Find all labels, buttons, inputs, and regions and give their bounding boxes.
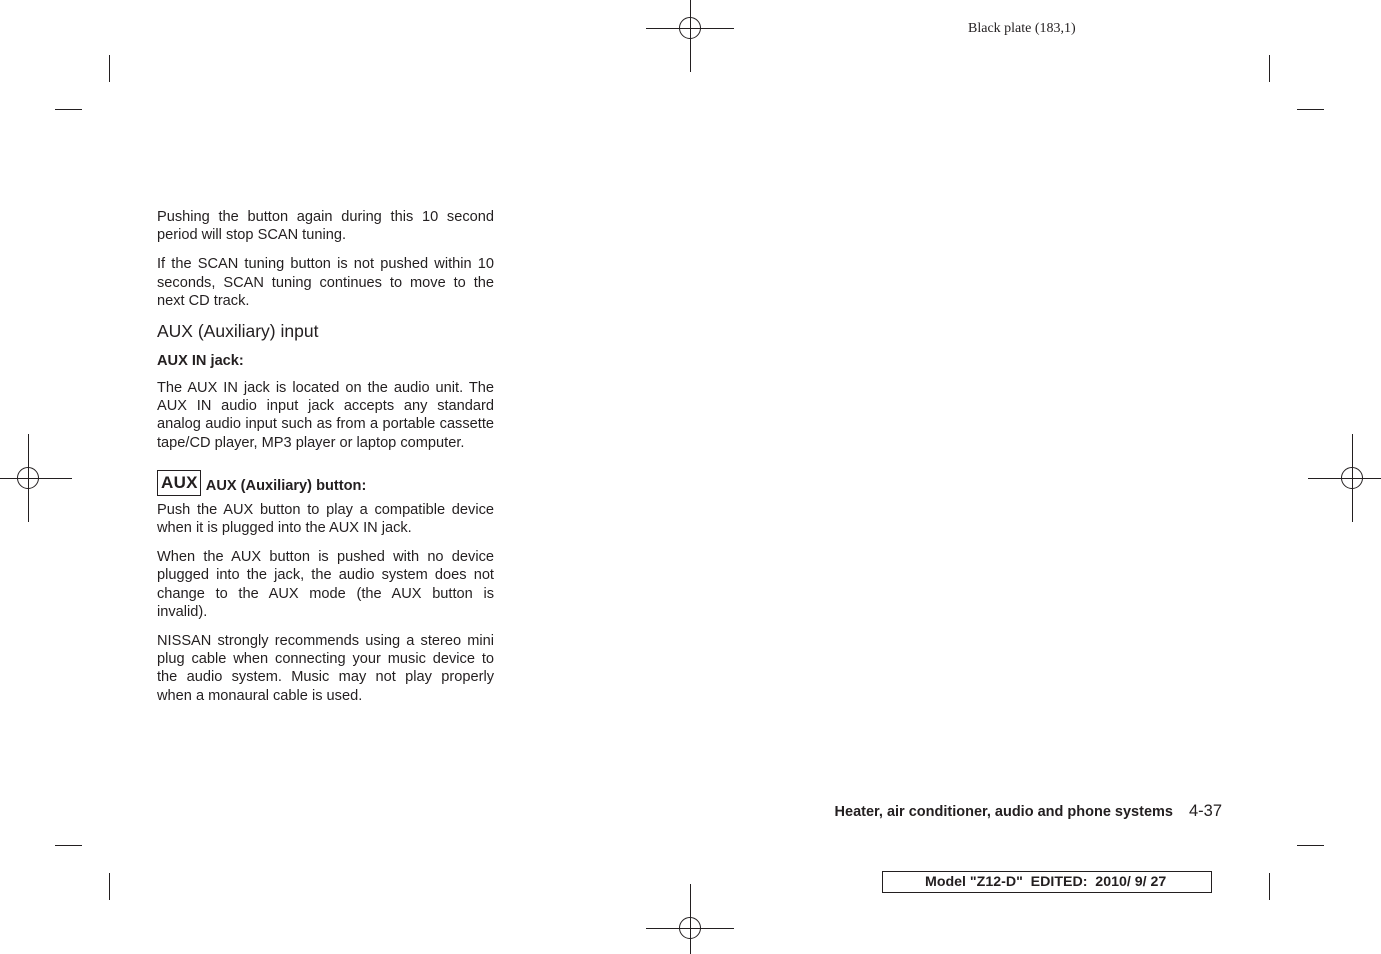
crop-mark: [109, 873, 110, 900]
model-edited-box: Model "Z12-D" EDITED: 2010/ 9/ 27: [882, 871, 1212, 893]
crop-mark: [55, 109, 82, 110]
plate-label: Black plate (183,1): [968, 21, 1076, 36]
registration-mark-left: [0, 434, 72, 522]
registration-mark-top: [646, 0, 734, 72]
crop-mark: [109, 55, 110, 82]
paragraph-scan-continue: If the SCAN tuning button is not pushed within 10 seconds, SCAN tuning continues to move to the next CD track.: [157, 256, 494, 309]
text-column: [157, 208, 494, 716]
crop-mark: [1297, 109, 1324, 110]
footer-section-title: Heater, air conditioner, audio and phone systems: [834, 804, 1173, 820]
page-footer: [800, 802, 1222, 821]
paragraph-jack: The AUX IN jack is located on the audio unit. The AUX IN audio input jack accepts any standard analog audio input such as from a portable cassette tape/CD player, MP3 player or laptop computer.: [157, 380, 494, 451]
registration-mark-bottom: [646, 884, 734, 954]
crop-mark: [1269, 55, 1270, 82]
registration-mark-right: [1308, 434, 1381, 522]
jack-heading: AUX IN jack:: [157, 353, 244, 370]
aux-button-subhead: [157, 470, 494, 496]
paragraph-scan-stop: Pushing the button again during this 10 second period will stop SCAN tuning.: [157, 209, 494, 244]
paragraph-aux-invalid: When the AUX button is pushed with no device plugged into the jack, the audio system does not change to the AUX mode (the AUX button is invalid).: [157, 549, 494, 620]
aux-button-heading: AUX (Auxiliary) button:: [205, 477, 367, 494]
paragraph-aux-recommend: NISSAN strongly recommends using a stereo mini plug cable when connecting your music device to the audio system. Music may not play properly when a monaural cable is used.: [157, 633, 494, 704]
page-number: 4-37: [1188, 802, 1222, 820]
aux-key-icon: AUX: [157, 470, 201, 496]
crop-mark: [1269, 873, 1270, 900]
section-title: AUX (Auxiliary) input: [157, 321, 319, 342]
crop-mark: [55, 845, 82, 846]
crop-mark: [1297, 845, 1324, 846]
paragraph-aux-push: Push the AUX button to play a compatible device when it is plugged into the AUX IN jack.: [157, 501, 494, 537]
